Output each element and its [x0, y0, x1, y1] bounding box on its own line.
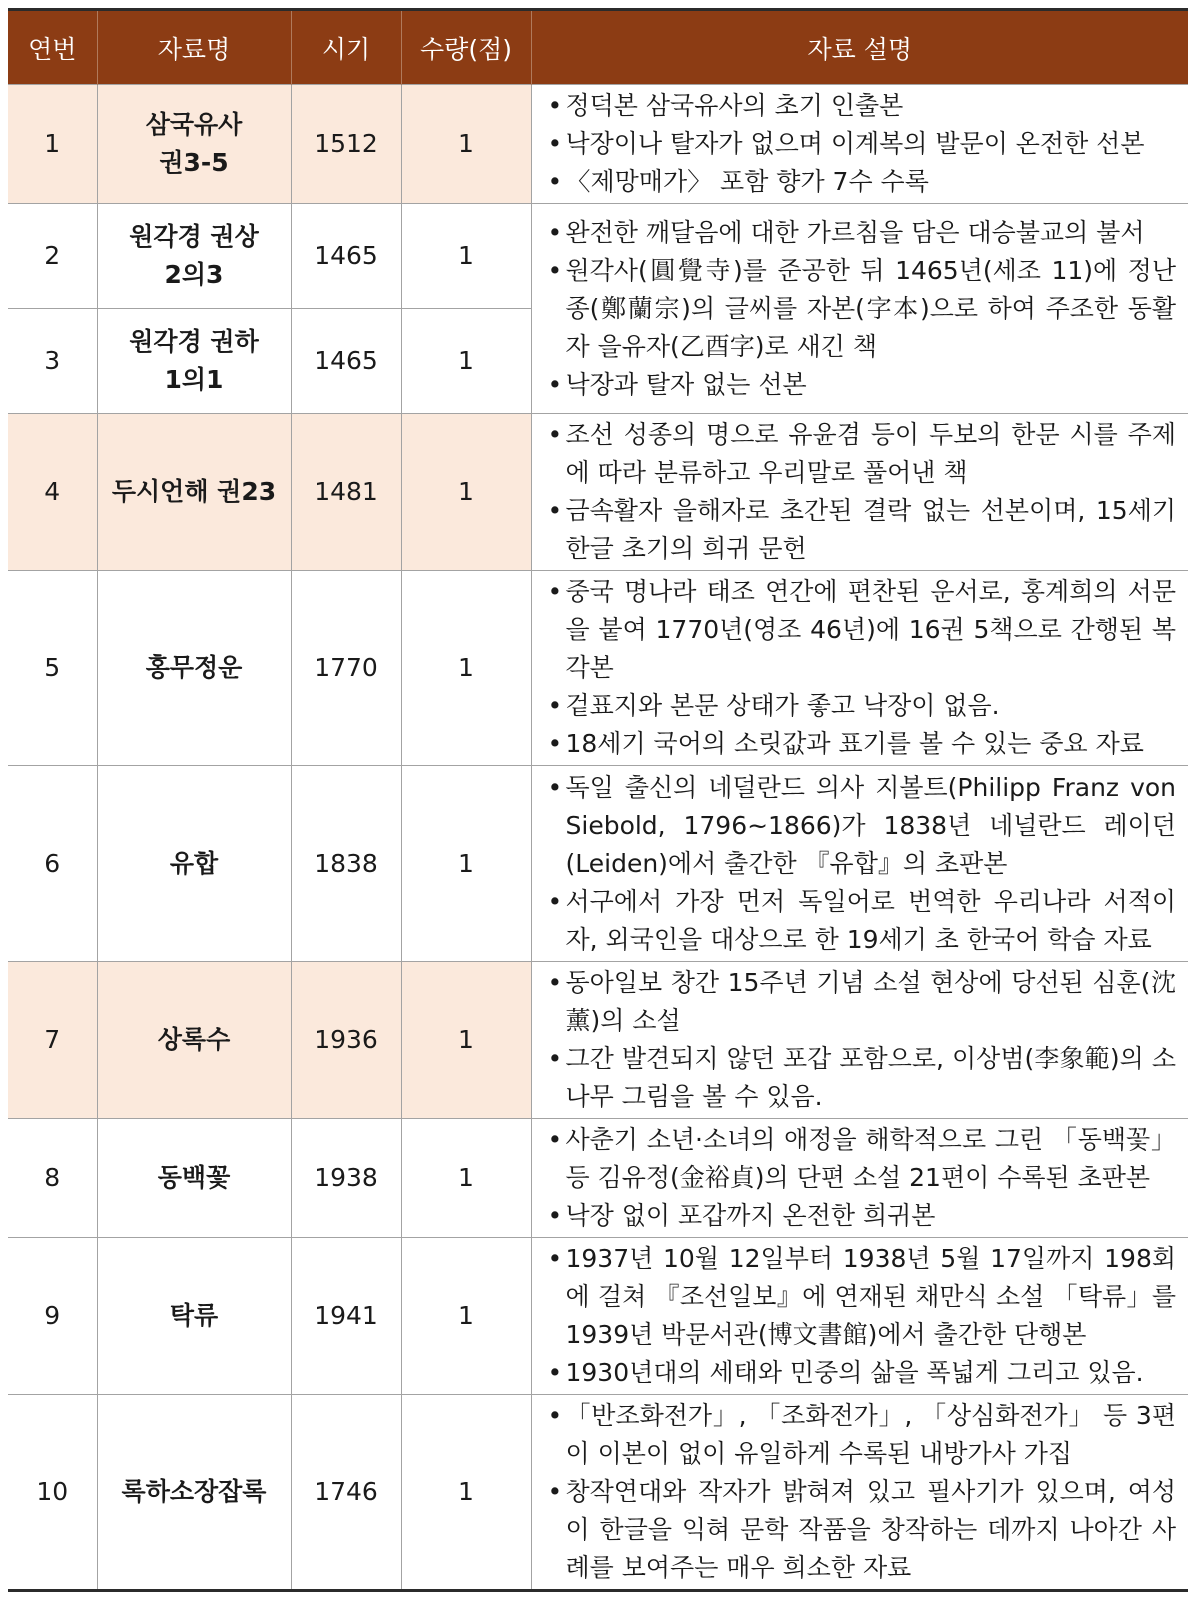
row-title-text: 삼국유사 권3-5	[145, 110, 243, 177]
row-number: 10	[8, 1395, 97, 1591]
row-period: 1512	[291, 85, 401, 204]
description-item: • 1930년대의 세태와 민중의 삶을 폭넓게 그리고 있음.	[546, 1354, 1177, 1392]
row-description	[531, 962, 1188, 1119]
row-title: 록하소장잡록	[97, 1395, 291, 1591]
row-title-text: 원각경 권하 1의1	[129, 327, 259, 394]
description-list	[546, 964, 1177, 1116]
row-title	[97, 204, 291, 309]
description-item: • 창작연대와 작자가 밝혀져 있고 필사기가 있으며, 여성이 한글을 익혀 문학 작품을 창작하는 데까지 나아간 사례를 보여주는 매우 희소한 자료	[546, 1473, 1177, 1587]
row-quantity: 1	[401, 1238, 531, 1395]
row-period: 1465	[291, 204, 401, 309]
description-item: • 조선 성종의 명으로 유윤겸 등이 두보의 한문 시를 주제에 따라 분류하고 우리말로 풀어낸 책	[546, 416, 1177, 492]
table-row	[8, 204, 1188, 309]
row-title: 상록수	[97, 962, 291, 1119]
row-number: 2	[8, 204, 97, 309]
row-title: 동백꽃	[97, 1119, 291, 1238]
row-period: 1770	[291, 571, 401, 766]
row-quantity: 1	[401, 571, 531, 766]
description-list	[546, 769, 1177, 959]
table-row	[8, 962, 1188, 1119]
row-description	[531, 1119, 1188, 1238]
row-number: 4	[8, 414, 97, 571]
row-number: 6	[8, 766, 97, 962]
row-quantity: 1	[401, 766, 531, 962]
description-item: • 겉표지와 본문 상태가 좋고 낙장이 없음.	[546, 687, 1177, 725]
description-list	[546, 1240, 1177, 1392]
row-quantity: 1	[401, 1119, 531, 1238]
row-number: 9	[8, 1238, 97, 1395]
row-period: 1941	[291, 1238, 401, 1395]
description-item: • 그간 발견되지 않던 포갑 포함으로, 이상범(李象範)의 소나무 그림을 볼 수 있음.	[546, 1040, 1177, 1116]
description-item: • 원각사(圓覺寺)를 준공한 뒤 1465년(세조 11)에 정난종(鄭蘭宗)의 글씨를 자본(字本)으로 하여 주조한 동활자 을유자(乙酉字)로 새긴 책	[546, 252, 1177, 366]
description-item: • 서구에서 가장 먼저 독일어로 번역한 우리나라 서적이자, 외국인을 대상으로 한 19세기 초 한국어 학습 자료	[546, 883, 1177, 959]
description-item: • 낙장과 탈자 없는 선본	[546, 366, 1177, 404]
table-row	[8, 766, 1188, 962]
row-number: 8	[8, 1119, 97, 1238]
row-number: 7	[8, 962, 97, 1119]
row-period: 1746	[291, 1395, 401, 1591]
header-number: 연번	[8, 10, 97, 85]
row-description	[531, 204, 1188, 414]
row-period: 1938	[291, 1119, 401, 1238]
row-title: 탁류	[97, 1238, 291, 1395]
description-list	[546, 87, 1177, 201]
description-item: • 완전한 깨달음에 대한 가르침을 담은 대승불교의 불서	[546, 214, 1177, 252]
header-quantity: 수량(점)	[401, 10, 531, 85]
row-quantity: 1	[401, 962, 531, 1119]
row-quantity: 1	[401, 414, 531, 571]
collection-table	[8, 8, 1188, 1592]
row-period: 1936	[291, 962, 401, 1119]
description-item: • 〈제망매가〉 포함 향가 7수 수록	[546, 163, 1177, 201]
description-item: • 18세기 국어의 소릿값과 표기를 볼 수 있는 중요 자료	[546, 725, 1177, 763]
row-description	[531, 571, 1188, 766]
description-list	[546, 214, 1177, 404]
row-number: 5	[8, 571, 97, 766]
table-row	[8, 1119, 1188, 1238]
table-row	[8, 571, 1188, 766]
description-list	[546, 416, 1177, 568]
table-row	[8, 1395, 1188, 1591]
description-list	[546, 1121, 1177, 1235]
row-quantity: 1	[401, 1395, 531, 1591]
description-item: • 「반조화전가」, 「조화전가」, 「상심화전가」 등 3편이 이본이 없이 유일하게 수록된 내방가사 가집	[546, 1397, 1177, 1473]
header-period: 시기	[291, 10, 401, 85]
row-description	[531, 1395, 1188, 1591]
description-item: • 독일 출신의 네덜란드 의사 지볼트(Philipp Franz von Siebold, 1796~1866)가 1838년 네널란드 레이던(Leiden)에서 출간한 『유합』의 초판본	[546, 769, 1177, 883]
row-period: 1838	[291, 766, 401, 962]
row-quantity: 1	[401, 309, 531, 414]
table-row	[8, 85, 1188, 204]
description-item: • 중국 명나라 태조 연간에 편찬된 운서로, 홍계희의 서문을 붙여 1770년(영조 46년)에 16권 5책으로 간행된 복각본	[546, 573, 1177, 687]
row-description	[531, 414, 1188, 571]
row-title	[97, 309, 291, 414]
description-item: • 낙장이나 탈자가 없으며 이계복의 발문이 온전한 선본	[546, 125, 1177, 163]
description-item: • 사춘기 소년·소녀의 애정을 해학적으로 그린 「동백꽃」 등 김유정(金裕貞)의 단편 소설 21편이 수록된 초판본	[546, 1121, 1177, 1197]
row-quantity: 1	[401, 204, 531, 309]
row-number: 1	[8, 85, 97, 204]
row-quantity: 1	[401, 85, 531, 204]
row-title: 홍무정운	[97, 571, 291, 766]
description-item: • 동아일보 창간 15주년 기념 소설 현상에 당선된 심훈(沈薰)의 소설	[546, 964, 1177, 1040]
description-item: • 정덕본 삼국유사의 초기 인출본	[546, 87, 1177, 125]
row-period: 1481	[291, 414, 401, 571]
row-description	[531, 85, 1188, 204]
description-item: • 낙장 없이 포갑까지 온전한 희귀본	[546, 1197, 1177, 1235]
row-period: 1465	[291, 309, 401, 414]
row-title	[97, 85, 291, 204]
description-list	[546, 573, 1177, 763]
row-description	[531, 766, 1188, 962]
row-title-text: 원각경 권상 2의3	[129, 222, 259, 289]
row-description	[531, 1238, 1188, 1395]
header-title: 자료명	[97, 10, 291, 85]
table-header-row	[8, 10, 1188, 85]
table-row	[8, 414, 1188, 571]
row-title: 유합	[97, 766, 291, 962]
header-description: 자료 설명	[531, 10, 1188, 85]
table-row	[8, 1238, 1188, 1395]
collection-table-wrapper	[8, 8, 1188, 1592]
row-number: 3	[8, 309, 97, 414]
description-item: • 1937년 10월 12일부터 1938년 5월 17일까지 198회에 걸쳐 『조선일보』에 연재된 채만식 소설 「탁류」를 1939년 박문서관(博文書館)에서 출간한 단행본	[546, 1240, 1177, 1354]
row-title: 두시언해 권23	[97, 414, 291, 571]
description-list	[546, 1397, 1177, 1587]
description-item: • 금속활자 을해자로 초간된 결락 없는 선본이며, 15세기 한글 초기의 희귀 문헌	[546, 492, 1177, 568]
